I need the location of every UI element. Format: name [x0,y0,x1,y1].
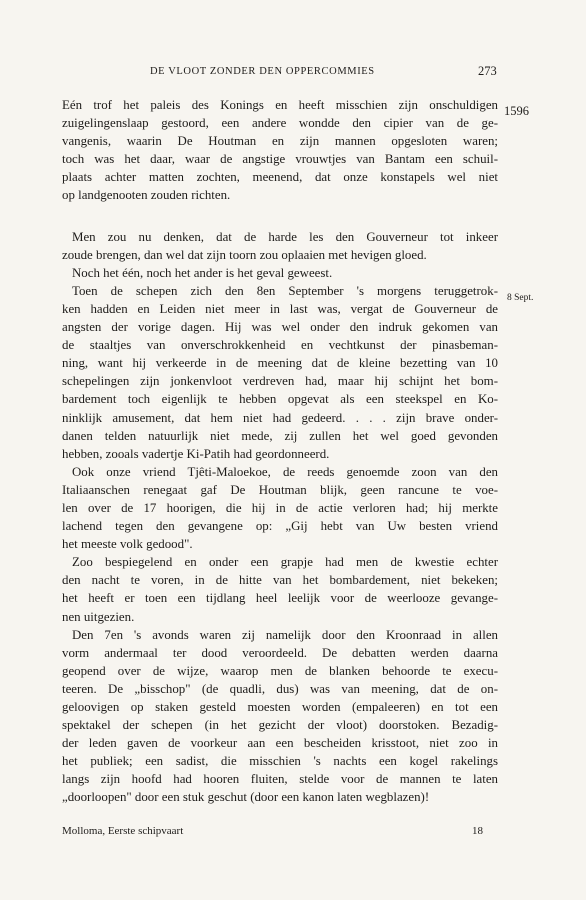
text-line: op landgenooten zouden richten. [62,188,231,203]
margin-note-year: 1596 [504,104,529,118]
text-line: geloovigen op staken gesteld moesten worden (empaleeren) en tot een [62,700,498,714]
text-line: het heeft er toen een tijdlang heel leelijk voor de weerlooze gevange- [62,591,498,606]
text-line: Eén trof het paleis des Konings en heeft misschien zijn onschuldigen [62,98,498,112]
text-line: het meeste volk gedood". [62,537,193,552]
text-line: Den 7en 's avonds waren zij namelijk door den Kroonraad in allen [72,627,498,642]
text-line: nen uitgezien. [62,609,135,624]
text-line: Italiaanschen renegaat gaf De Houtman blijk, geen rancune te voe- [62,482,498,497]
text-line: vangenis, waarin De Houtman en zijn mannen opgesloten waren; [62,134,498,149]
text-line: ning, want hij verkeerde in de meening dat de kleine bezetting van 10 [62,356,498,371]
page-footer [62,825,498,841]
body-text [62,96,498,807]
text-line: vorm andermaal ter dood veroordeeld. De debatten werden daarna [62,645,498,660]
text-line: toch was het daar, waar de angstige vrouwtjes van Bantam een schuil- [62,152,498,167]
text-line: den nacht te voren, in de hitte van het bombardement, niet bekeken; [62,573,498,588]
paragraph-gap [62,205,498,228]
text-line: spektakel der schepen (in het gezicht der vloot) doorstoken. Bezadig- [62,718,498,733]
text-line: zoude brengen, dan wel dat zijn toorn zou oplaaien met hevigen gloed. [62,247,427,262]
text-line: teeren. De „bisschop" (de quadli, dus) was van meening, dat de on- [62,681,498,696]
text-line: Ook onze vriend Tjêti-Maloekoe, de reeds genoemde zoon van den [72,464,498,479]
text-line: plaats achter matten zochten, meenend, dat onze konstapels wel niet [62,170,498,185]
text-line: lachend tegen den gevangene op: „Gij hebt van Uw besten vriend [62,519,498,534]
text-line: ken hadden en Leiden niet meer in last was, vergat de Gouverneur de [62,301,498,316]
text-line: danen telden natuurlijk niet mede, zij zullen het wel goed gevonden [62,428,498,443]
text-line: het publiek; een sadist, die misschien 's nachts een kogel rakelings [62,754,498,769]
text-line: Zoo bespiegelend en onder een grapje had men de kwestie echter [72,555,498,570]
footer-signature: Molloma, Eerste schipvaart [62,825,184,837]
text-line: langs zijn hoofd had hooren fluiten, stelde voor de mannen te laten [62,772,498,787]
text-line: angsten der vorige dagen. Hij was wel onder den indruk gekomen van [62,320,498,335]
text-line: de staaltjes van onverschrokkenheid en vechtkunst der pinasbeman- [62,338,498,353]
footer-signature-mark: 18 [472,825,483,837]
text-line: Toen de schepen zich den 8en September 's morgens teruggetrok- [72,283,498,298]
text-line: der leden gaven de voorkeur aan een bescheiden krisstoot, niet zoo in [62,736,498,751]
text-line: geopend over de wijze, waarop men de blanken behoorde te execu- [62,663,498,678]
margin-note-date: 8 Sept. [507,293,534,303]
text-line: Men zou nu denken, dat de harde les den Gouverneur tot inkeer [72,229,498,244]
text-line: bardement toch eigenlijk te hebben opgevat als een steekspel en Ko- [62,392,498,407]
text-line: len over de 17 hoorigen, die hij in de actie verloren had; hij merkte [62,500,498,515]
text-line: Noch het één, noch het ander is het geval geweest. [72,265,333,280]
text-line: zuigelingenslaap gestoord, een andere wondde den cipier van de ge- [62,116,498,131]
page-header [0,66,586,82]
text-line: ninklijk amusement, dat hem niet had gedeerd. . . . zijn brave onder- [62,410,498,425]
text-line: schepelingen zijn jonkenvloot verdreven had, maar hij schijnt het bom- [62,374,498,389]
text-line: hebben, zooals vadertje Ki-Patih had geordonneerd. [62,446,330,461]
running-title: DE VLOOT ZONDER DEN OPPERCOMMIES [150,66,375,77]
text-line: „doorloopen" door een stuk geschut (door een kanon laten wegblazen)! [62,790,430,805]
page-number: 273 [478,64,497,78]
